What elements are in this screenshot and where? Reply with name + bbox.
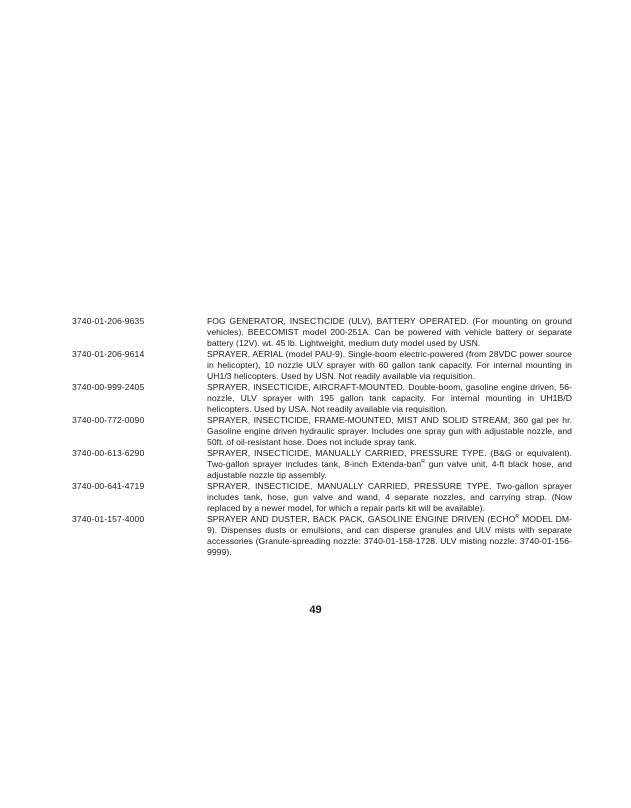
item-description: SPRAYER, INSECTICIDE, AIRCRAFT-MOUNTED. Double-boom, gasoline engine driven, 56-nozzle, ULV sprayer with 195 gallon tank capacity. For internal mounting in UH1B/D helicopters. Used by USA. Not readily available via requisition. bbox=[207, 382, 572, 414]
list-item bbox=[72, 316, 572, 349]
item-description bbox=[207, 448, 572, 481]
stock-number: 3740-00-999-2405 bbox=[72, 382, 145, 392]
stock-number: 3740-01-206-9614 bbox=[72, 349, 145, 359]
item-description: SPRAYER, INSECTICIDE, FRAME-MOUNTED, MIST AND SOLID STREAM, 360 gal per hr. Gasoline engine driven hydraulic sprayer. Includes one spray gun with adjustable nozzle, and 50ft. of oil-resistant hose. Does not include spray tank. bbox=[207, 415, 572, 447]
item-description: SPRAYER, AERIAL (model PAU-9). Single-boom electric-powered (from 28VDC power source in helicopter), 10 nozzle ULV sprayer with 60 gallon tank capacity. For internal mounting in UH1/3 helicopters. Used by USN. Not readily available via requisition. bbox=[207, 349, 572, 381]
description-text: SPRAYER AND DUSTER, BACK PACK, GASOLINE ENGINE DRIVEN (ECHO bbox=[207, 514, 516, 524]
description-text: SPRAYER, INSECTICIDE, MANUALLY CARRIED, PRESSURE TYPE. (B&G or equivalent). Two-gallon sprayer includes tank, 8-inch Extenda-ban bbox=[207, 448, 572, 469]
stock-number: 3740-00-641-4719 bbox=[72, 481, 145, 491]
equipment-list bbox=[72, 316, 572, 558]
list-item bbox=[72, 448, 572, 481]
item-description: SPRAYER, INSECTICIDE, MANUALLY CARRIED, PRESSURE TYPE. Two-gallon sprayer includes tank, hose, gun valve and wand, 4 separate nozzles, and carrying strap. (Now replaced by a newer model, for which a repair parts kit will be available). bbox=[207, 481, 572, 513]
list-item bbox=[72, 349, 572, 382]
stock-number: 3740-01-157-4000 bbox=[72, 514, 145, 524]
stock-number: 3740-00-613-6290 bbox=[72, 448, 145, 458]
stock-number: 3740-00-772-0090 bbox=[72, 415, 145, 425]
item-description bbox=[207, 514, 572, 558]
stock-number: 3740-01-206-9635 bbox=[72, 316, 145, 326]
page-number: 49 bbox=[309, 604, 322, 616]
description-text: MODEL DM-9). Dispenses dusts or emulsions, and can disperse granules and ULV mists with separate accessories (Granule-spreading nozzle: 3740-01-158-1728. ULV misting nozzle: 3740-01-156-9999). bbox=[207, 514, 572, 557]
item-description: FOG GENERATOR, INSECTICIDE (ULV), BATTERY OPERATED. (For mounting on ground vehicles). BEECOMIST model 200-251A. Can be powered with vehicle battery or separate battery (12V). wt. 45 lb. Lightweight, medium duty model used by USN. bbox=[207, 316, 572, 348]
list-item bbox=[72, 481, 572, 514]
description-text: gun valve unit, 4-ft black hose, and adjustable nozzle tip assembly. bbox=[207, 459, 572, 480]
list-item bbox=[72, 415, 572, 448]
list-item bbox=[72, 382, 572, 415]
registered-mark: R bbox=[421, 459, 425, 466]
registered-mark: R bbox=[515, 514, 520, 521]
list-item bbox=[72, 514, 572, 558]
